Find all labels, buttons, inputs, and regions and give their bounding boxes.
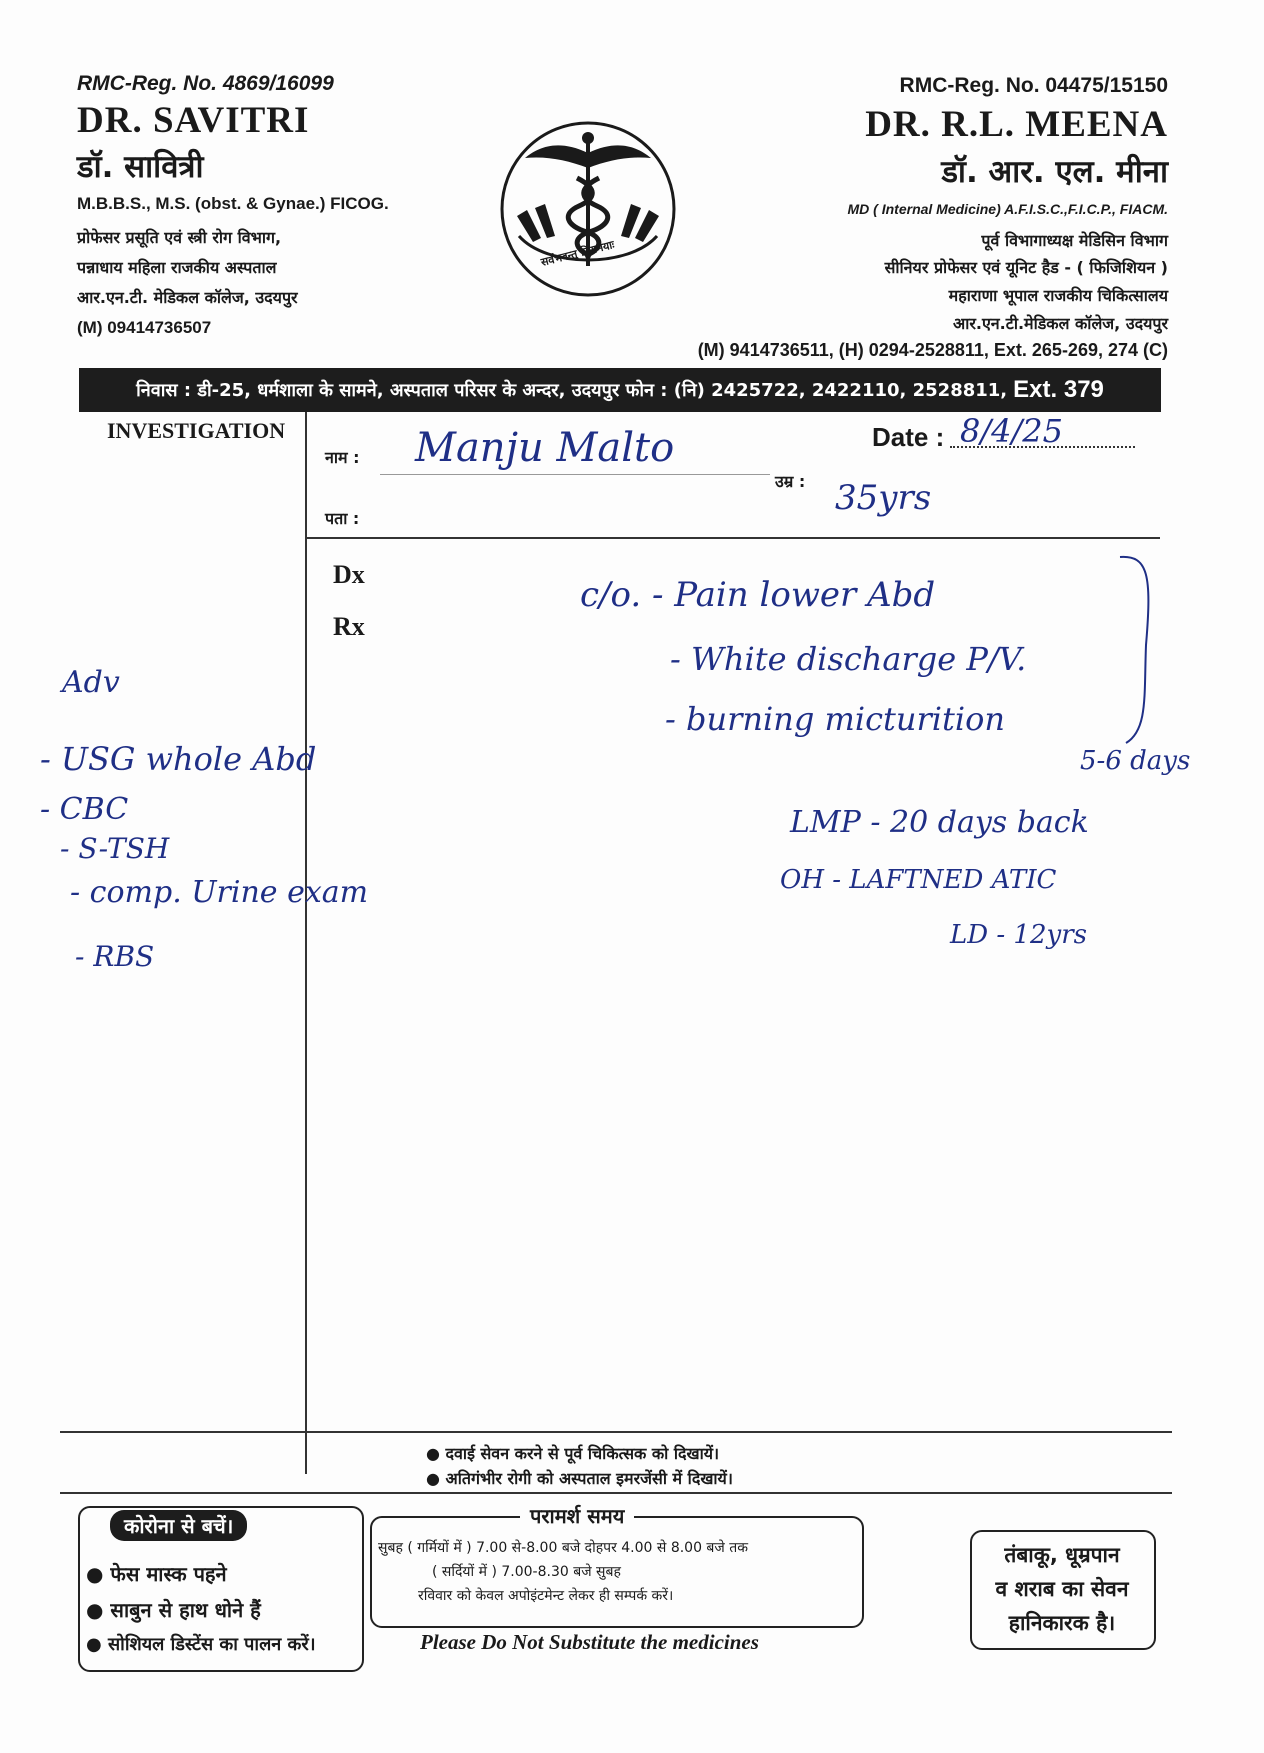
complaint-3: - burning micturition <box>665 700 1005 738</box>
patient-info-divider <box>305 537 1160 539</box>
date-value: 8/4/25 <box>960 412 1063 450</box>
age-value: 35yrs <box>835 478 932 518</box>
left-line-1: प्रोफेसर प्रसूति एवं स्त्री रोग विभाग, <box>77 228 282 247</box>
address-label: पता : <box>325 509 360 528</box>
history-2: OH - LAFTNED ATIC <box>780 865 1057 895</box>
complaint-4: 5-6 days <box>1080 746 1191 776</box>
corona-item-1-text: फेस मास्क पहने <box>110 1562 227 1586</box>
left-line-2: पन्नाधाय महिला राजकीय अस्पताल <box>77 258 277 277</box>
consult-line-2: ( सर्दियों में ) 7.00-8.30 बजे सुबह <box>432 1564 621 1580</box>
corona-title: कोरोना से बचें। <box>110 1510 247 1541</box>
dx-label: Dx <box>333 560 365 589</box>
advice-5: - RBS <box>75 940 155 973</box>
caduceus-logo <box>497 118 679 300</box>
footer-notes-line <box>60 1492 1172 1494</box>
tobacco-line-1: तंबाकू, धूम्रपान <box>1004 1543 1120 1567</box>
name-value: Manju Malto <box>415 425 675 471</box>
complaint-1: c/o. - Pain lower Abd <box>580 575 936 615</box>
right-phones: (M) 9414736511, (H) 0294-2528811, Ext. 265-269, 274 (C) <box>697 340 1168 360</box>
note-1: ● दवाई सेवन करने से पूर्व चिकित्सक को दिखायें। <box>426 1444 720 1463</box>
consult-title: परामर्श समय <box>520 1502 634 1529</box>
left-line-3: आर.एन.टी. मेडिकल कॉलेज, उदयपुर <box>77 288 298 307</box>
right-line-1: पूर्व विभागाध्यक्ष मेडिसिन विभाग <box>981 231 1168 250</box>
date-line <box>950 446 1135 448</box>
right-reg-no: RMC-Reg. No. 04475/15150 <box>899 74 1168 97</box>
tobacco-line-2: व शराब का सेवन <box>995 1577 1129 1601</box>
corona-item-3: ● सोशियल डिस्टेंस का पालन करें। <box>86 1634 316 1655</box>
left-mobile: (M) 09414736507 <box>77 318 212 337</box>
left-degree: M.B.B.S., M.S. (obst. & Gynae.) FICOG. <box>77 194 389 213</box>
residence-ext: Ext. 379 <box>1013 376 1104 403</box>
corona-item-1: ● फेस मास्क पहने <box>86 1562 227 1586</box>
corona-item-3-text: सोशियल डिस्टेंस का पालन करें। <box>107 1634 316 1655</box>
advice-1: - USG whole Abd <box>40 740 317 778</box>
logo-motto: सर्वेभवन्तु निरामयाः <box>539 238 616 269</box>
history-3: LD - 12yrs <box>950 920 1087 950</box>
consult-line-1: सुबह ( गर्मियों में ) 7.00 से-8.00 बजे दोहपर 4.00 से 8.00 बजे तक <box>378 1540 749 1556</box>
note-2: ● अतिगंभीर रोगी को अस्पताल इमरजेंसी में दिखायें। <box>426 1469 733 1488</box>
substitute-note: Please Do Not Substitute the medicines <box>420 1630 759 1654</box>
residence-band <box>79 368 1161 412</box>
advice-title: Adv <box>62 665 120 700</box>
investigation-divider <box>305 412 307 1474</box>
history-1: LMP - 20 days back <box>790 805 1089 840</box>
left-reg-no: RMC-Reg. No. 4869/16099 <box>77 72 334 95</box>
right-degree: MD ( Internal Medicine) A.F.I.S.C.,F.I.C.P., FIACM. <box>847 201 1168 217</box>
investigation-label: INVESTIGATION <box>107 418 286 443</box>
footer-top-line <box>60 1431 1172 1433</box>
tobacco-text <box>970 1538 1154 1640</box>
complaint-2: - White discharge P/V. <box>670 640 1027 678</box>
left-doctor-name: DR. SAVITRI <box>77 100 310 141</box>
complaints-bracket <box>1118 555 1208 745</box>
right-line-4: आर.एन.टी.मेडिकल कॉलेज, उदयपुर <box>952 314 1168 333</box>
corona-item-2: ● साबुन से हाथ धोने हैं <box>86 1598 261 1622</box>
advice-3: - S-TSH <box>60 832 170 865</box>
tobacco-line-3: हानिकारक है। <box>1008 1611 1116 1635</box>
date-label: Date : <box>872 422 945 452</box>
residence-text: निवास : डी-25, धर्मशाला के सामने, अस्पताल परिसर के अन्दर, उदयपुर फोन : (नि) 2425722, 2422110, 2528811, <box>136 380 1008 401</box>
advice-4: - comp. Urine exam <box>70 875 369 910</box>
age-label: उम्र : <box>775 472 806 491</box>
name-label: नाम : <box>325 448 360 467</box>
right-doctor-name: DR. R.L. MEENA <box>865 104 1168 145</box>
right-line-3: महाराणा भूपाल राजकीय चिकित्सालय <box>948 286 1168 305</box>
advice-2: - CBC <box>40 792 129 827</box>
rx-label: Rx <box>333 612 365 641</box>
right-line-2: सीनियर प्रोफेसर एवं यूनिट हैड - ( फिजिशियन ) <box>884 258 1168 277</box>
corona-item-2-text: साबुन से हाथ धोने हैं <box>110 1598 261 1622</box>
left-doctor-name-hindi: डॉ. सावित्री <box>77 149 204 185</box>
right-doctor-name-hindi: डॉ. आर. एल. मीना <box>941 154 1168 190</box>
name-line <box>380 474 770 475</box>
consult-line-3: रविवार को केवल अपोइंटमेन्ट लेकर ही सम्पर्क करें। <box>418 1588 674 1604</box>
